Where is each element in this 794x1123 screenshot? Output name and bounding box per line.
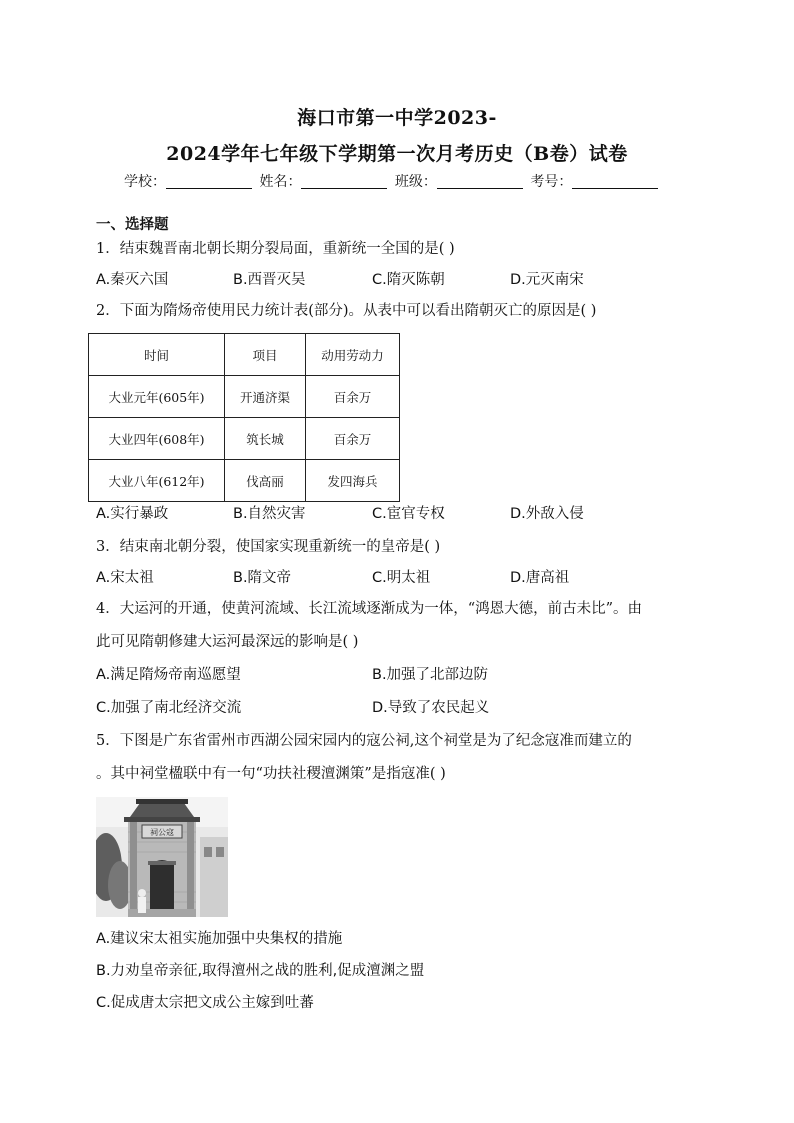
table-cell: 百余万 xyxy=(306,376,400,418)
student-info-row xyxy=(124,171,661,191)
school-label: 学校： xyxy=(124,174,166,190)
table-row xyxy=(89,376,400,418)
section-title: 一、选择题 xyxy=(96,217,169,233)
table-cell: 开通济渠 xyxy=(225,376,306,418)
table-header-row xyxy=(89,334,400,376)
question-2-option-b: B.自然灾害 xyxy=(233,506,306,522)
table-cell: 伐高丽 xyxy=(225,460,306,502)
name-label: 姓名： xyxy=(259,174,302,190)
class-blank xyxy=(437,174,523,189)
question-5-stem-line1: 5．下图是广东省雷州市西湖公园宋园内的寇公祠,这个祠堂是为了纪念寇准而建立的 xyxy=(96,733,632,749)
shrine-sign-text: 祠公寇 xyxy=(150,828,174,837)
table-header-cell: 项目 xyxy=(225,334,306,376)
question-4-option-a: A.满足隋炀帝南巡愿望 xyxy=(96,667,241,683)
question-5-option-b: B.力劝皇帝亲征,取得澶州之战的胜利,促成澶渊之盟 xyxy=(96,963,425,979)
question-1-option-b: B.西晋灭吴 xyxy=(233,272,306,288)
table-cell: 大业元年(605年) xyxy=(89,376,225,418)
question-2-option-c: C.宦官专权 xyxy=(372,506,445,522)
kougong-shrine-photo xyxy=(96,797,228,917)
table-cell: 大业八年(612年) xyxy=(89,460,225,502)
exam-number-blank xyxy=(572,174,658,189)
question-5-stem-line2: 。其中祠堂楹联中有一句“功扶社稷澶渊策”是指寇准( ) xyxy=(96,766,446,782)
table-cell: 筑长城 xyxy=(225,418,306,460)
exam-number-label: 考号： xyxy=(530,174,573,190)
question-1-option-d: D.元灭南宋 xyxy=(510,272,584,288)
question-4-option-c: C.加强了南北经济交流 xyxy=(96,700,242,716)
question-5-option-a: A.建议宋太祖实施加强中央集权的措施 xyxy=(96,931,343,947)
question-3-option-d: D.唐高祖 xyxy=(510,570,570,586)
table-header-cell: 动用劳动力 xyxy=(306,334,400,376)
question-4-option-d: D.导致了农民起义 xyxy=(372,700,490,716)
table-row xyxy=(89,418,400,460)
question-5-option-c: C.促成唐太宗把文成公主嫁到吐蕃 xyxy=(96,995,314,1011)
exam-title-line1: 海口市第一中学2023- xyxy=(297,107,497,129)
table-header-cell: 时间 xyxy=(89,334,225,376)
question-3-stem: 3．结束南北朝分裂，使国家实现重新统一的皇帝是( ) xyxy=(96,539,441,555)
class-label: 班级： xyxy=(394,174,437,190)
name-blank xyxy=(301,174,387,189)
table-cell: 百余万 xyxy=(306,418,400,460)
table-cell: 发四海兵 xyxy=(306,460,400,502)
table-row xyxy=(89,460,400,502)
question-1-stem: 1．结束魏晋南北朝长期分裂局面，重新统一全国的是( ) xyxy=(96,241,455,257)
question-4-option-b: B.加强了北部边防 xyxy=(372,667,489,683)
question-2-stem: 2．下面为隋炀帝使用民力统计表(部分)。从表中可以看出隋朝灭亡的原因是( ) xyxy=(96,303,597,319)
question-1-option-a: A.秦灭六国 xyxy=(96,272,169,288)
question-3-option-c: C.明太祖 xyxy=(372,570,431,586)
question-2-option-a: A.实行暴政 xyxy=(96,506,169,522)
school-blank xyxy=(166,174,252,189)
exam-title-line2: 2024学年七年级下学期第一次月考历史（B卷）试卷 xyxy=(166,143,628,165)
question-3-option-b: B.隋文帝 xyxy=(233,570,292,586)
question-4-stem-line1: 4．大运河的开通，使黄河流域、长江流域逐渐成为一体，“鸿恩大德，前古未比”。由 xyxy=(96,601,643,617)
question-4-stem-line2: 此可见隋朝修建大运河最深远的影响是( ) xyxy=(96,634,359,650)
question-3-option-a: A.宋太祖 xyxy=(96,570,154,586)
question-1-option-c: C.隋灭陈朝 xyxy=(372,272,445,288)
question-2-option-d: D.外敌入侵 xyxy=(510,506,584,522)
labor-statistics-table xyxy=(88,333,400,502)
table-cell: 大业四年(608年) xyxy=(89,418,225,460)
